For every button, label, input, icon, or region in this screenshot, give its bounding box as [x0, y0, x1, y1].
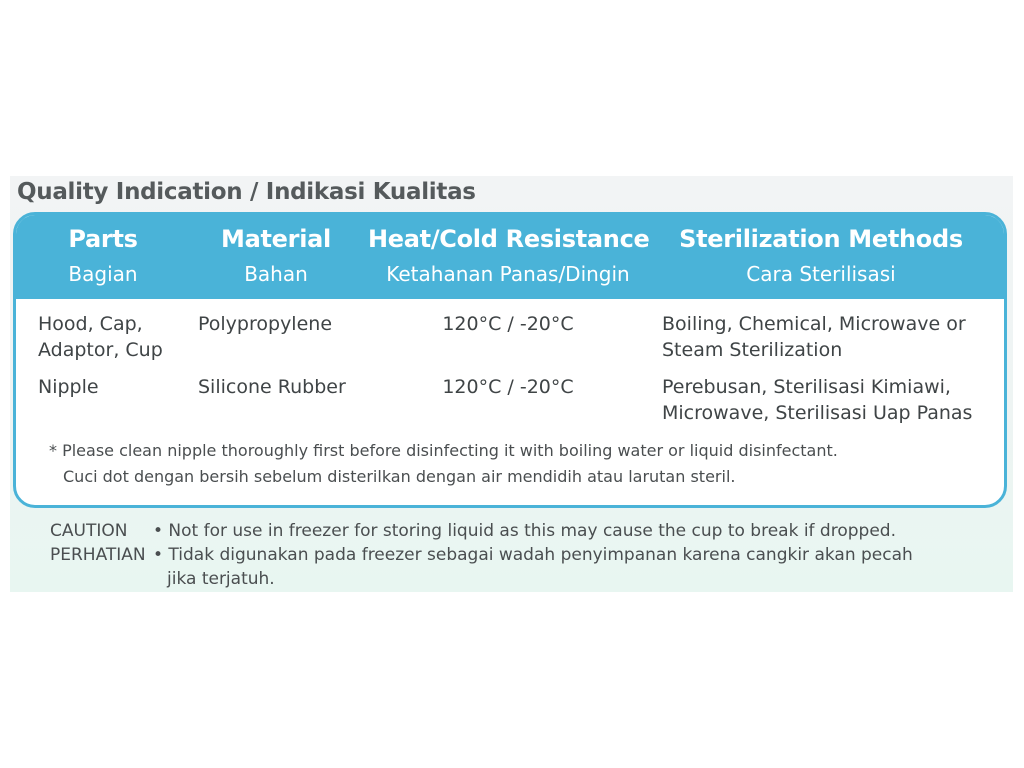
header-resistance-en: Heat/Cold Resistance	[368, 225, 650, 253]
table-header	[16, 215, 1004, 299]
header-sterilization	[676, 223, 966, 290]
section-title: Quality Indication / Indikasi Kualitas	[17, 179, 476, 205]
row2-sterilization-line2: Microwave, Sterilisasi Uap Panas	[662, 402, 973, 424]
row1-part-line1: Hood, Cap,	[38, 313, 143, 335]
caution-text-en: • Not for use in freezer for storing liquid as this may cause the cup to break if dropped.	[153, 521, 896, 541]
caution-id-continuation: jika terjatuh.	[167, 569, 275, 589]
row1-material: Polypropylene	[198, 313, 333, 335]
row2-sterilization-line1: Perebusan, Sterilisasi Kimiawi,	[662, 376, 951, 398]
caution-id	[50, 544, 990, 567]
header-resistance-id: Ketahanan Panas/Dingin	[386, 262, 630, 286]
caution-label-en: CAUTION	[50, 521, 128, 541]
row1-part-line2: Adaptor, Cup	[38, 339, 163, 361]
header-resistance	[368, 223, 648, 290]
row2-sterilization	[662, 374, 972, 426]
row1-part	[38, 311, 163, 363]
quality-indication-panel	[10, 176, 1013, 592]
table-note-id: Cuci dot dengan bersih sebelum disterilkan dengan air mendidih atau larutan steril.	[63, 467, 736, 486]
header-parts-id: Bagian	[68, 262, 138, 286]
row2-part: Nipple	[38, 376, 99, 398]
row2-resistance: 120°C / -20°C	[442, 376, 574, 398]
row1-sterilization	[662, 311, 966, 363]
caution-label-id: PERHATIAN	[50, 545, 146, 565]
row1-resistance: 120°C / -20°C	[442, 313, 574, 335]
header-material	[201, 223, 351, 290]
quality-table	[13, 212, 1007, 508]
row1-sterilization-line1: Boiling, Chemical, Microwave or	[662, 313, 966, 335]
caution-text-id: • Tidak digunakan pada freezer sebagai wadah penyimpanan karena cangkir akan pecah	[153, 545, 913, 565]
header-material-en: Material	[221, 225, 331, 253]
header-sterilization-en: Sterilization Methods	[679, 225, 963, 253]
header-parts	[38, 223, 168, 290]
header-sterilization-id: Cara Sterilisasi	[746, 262, 896, 286]
row1-sterilization-line2: Steam Sterilization	[662, 339, 843, 361]
header-material-id: Bahan	[244, 262, 308, 286]
header-parts-en: Parts	[68, 225, 138, 253]
row2-material: Silicone Rubber	[198, 376, 346, 398]
table-note-en: * Please clean nipple thoroughly first before disinfecting it with boiling water or liquid disinfectant.	[49, 441, 838, 460]
caution-en	[50, 520, 990, 543]
